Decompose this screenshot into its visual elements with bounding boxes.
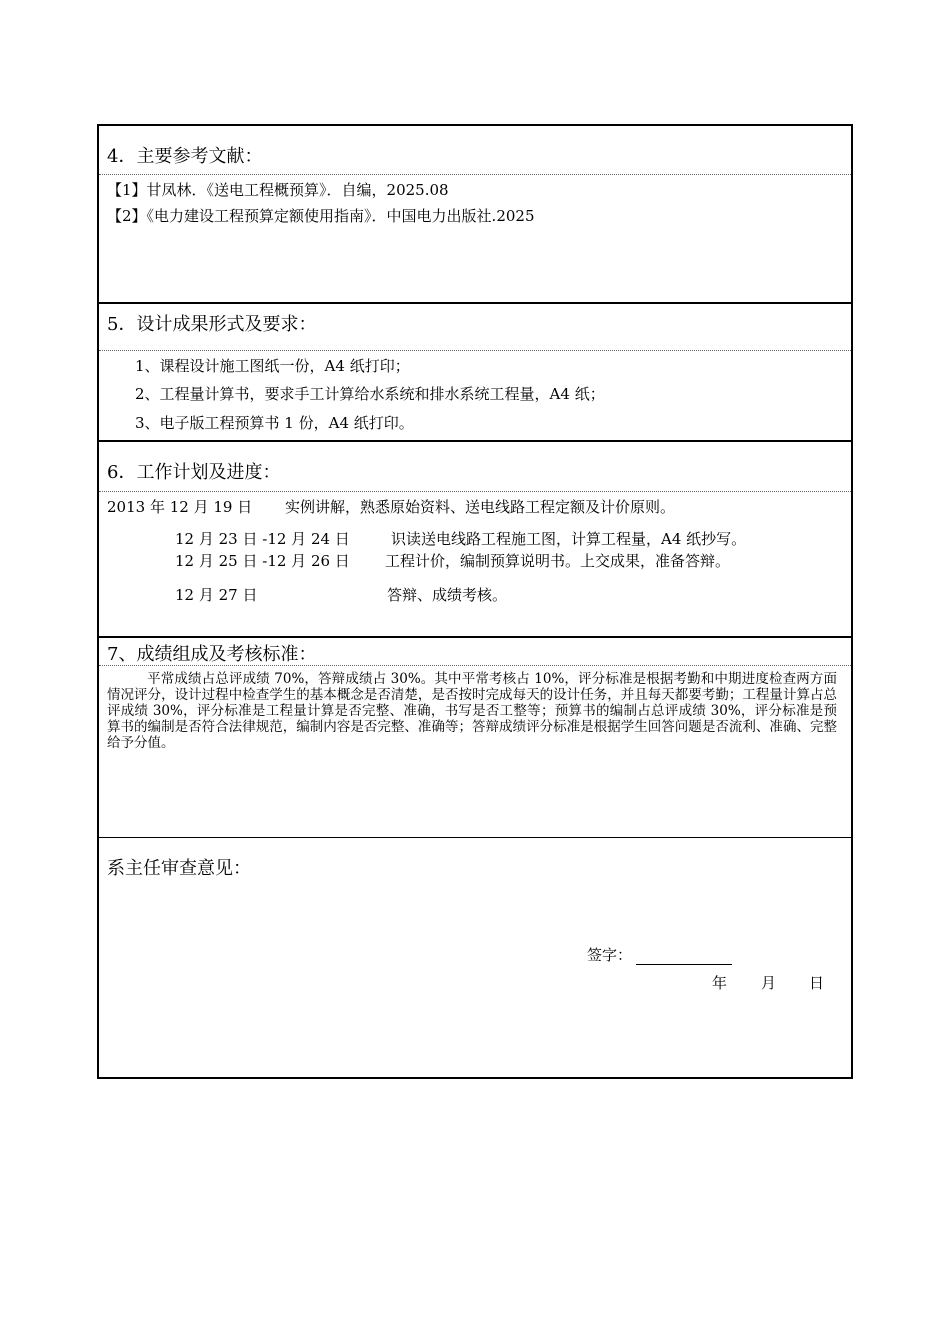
deliverable-item: 1、课程设计施工图纸一份，A4 纸打印； [135,357,410,375]
reference-item: 【1】甘凤林．《送电工程概预算》．自编，2025.08 [107,181,449,199]
schedule-date: 12 月 27 日 [175,586,258,604]
deliverable-item: 3、电子版工程预算书 1 份，A4 纸打印。 [135,414,414,432]
references-heading: 4．主要参考文献： [107,146,263,167]
references-section [99,126,851,302]
grading-heading: 7、成绩组成及考核标准： [107,644,317,665]
form-frame [97,124,853,1079]
date-day: 日 [809,974,825,992]
divider [99,174,851,175]
schedule-heading: 6．工作计划及进度： [107,462,281,483]
divider [99,350,851,351]
grading-section [99,636,851,837]
schedule-section [99,440,851,636]
schedule-task: 答辩、成绩考核。 [387,586,508,604]
review-section [99,837,851,1077]
reference-item: 【2】《电力建设工程预算定额使用指南》．中国电力出版社.2025 [107,207,535,225]
schedule-date: 12 月 23 日 -12 月 24 日 [175,530,350,548]
divider [99,665,851,666]
deliverables-heading: 5．设计成果形式及要求： [107,314,317,335]
schedule-date: 12 月 25 日 -12 月 26 日 [175,552,350,570]
schedule-date: 2013 年 12 月 19 日 [107,498,253,516]
review-heading: 系主任审查意见： [107,858,251,879]
signature-label: 签字： [587,946,633,964]
deliverables-section [99,302,851,440]
deliverable-item: 2、工程量计算书，要求手工计算给水系统和排水系统工程量，A4 纸； [135,385,605,403]
grading-criteria [107,671,837,751]
grading-body: 平常成绩占总评成绩 70%，答辩成绩占 30%。其中平常考核占 10%，评分标准是根据考勤和中期进度检查两方面情况评分，设计过程中检查学生的基本概念是否清楚，是否按时完成每天的设计任务，并且每天都要考勤；工程量计算占总评成绩 30%，评分标准是工程量计算是否完整、准确，书写是否工整等；预算书的编制占总评成绩 30%，评分标准是预算书的编制是否符合法律规范，编制内容是否完整、准确等；答辩成绩评分标准是根据学生回答问题是否流利、准确、完整给予分值。 [107,671,837,751]
schedule-task: 识读送电线路工程施工图，计算工程量，A4 纸抄写。 [391,530,747,548]
schedule-task: 实例讲解，熟悉原始资料、送电线路工程定额及计价原则。 [285,498,676,516]
date-month: 月 [761,974,777,992]
divider [99,491,851,492]
schedule-task: 工程计价，编制预算说明书。上交成果，准备答辩。 [385,552,731,570]
signature-field [587,944,732,965]
date-year: 年 [712,974,728,992]
signature-line [636,950,732,965]
